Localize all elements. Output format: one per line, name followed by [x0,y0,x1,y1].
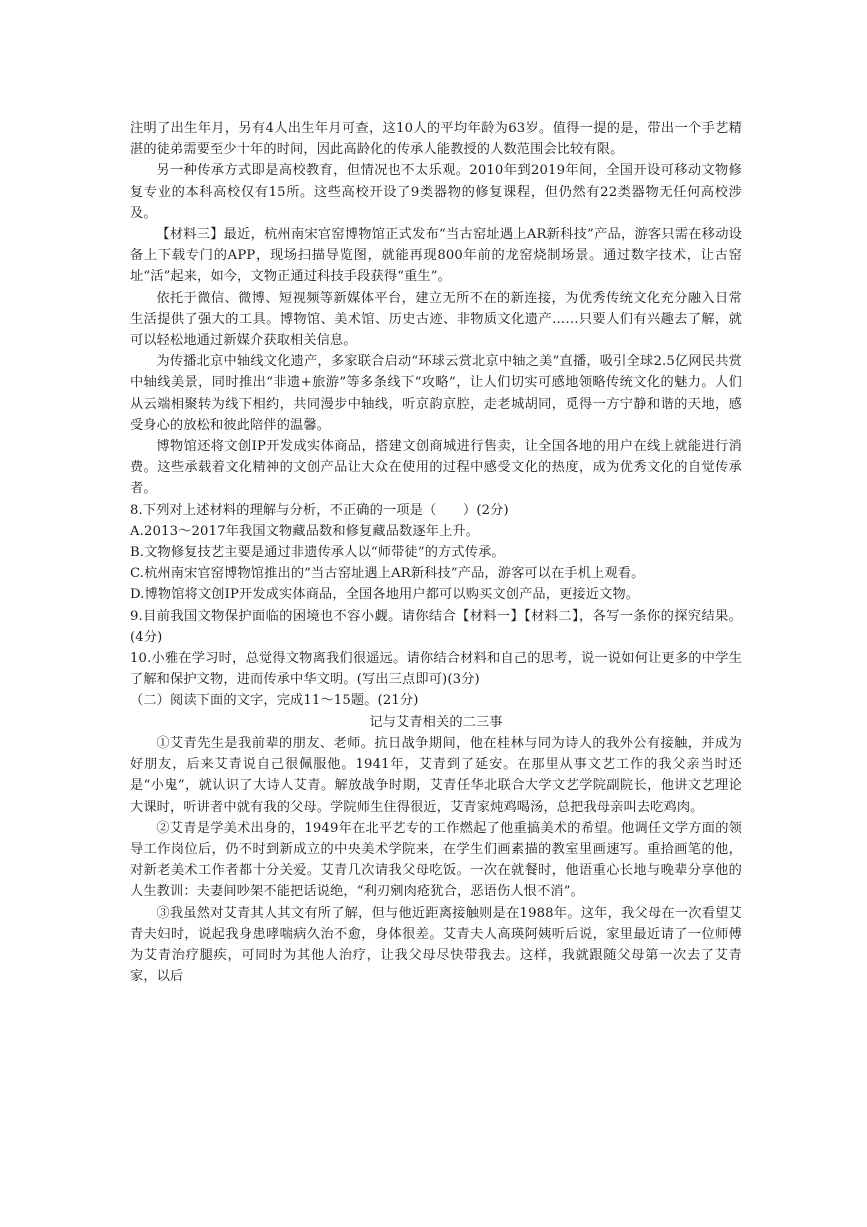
article-paragraph-1: ①艾青先生是我前辈的朋友、老师。抗日战争期间，他在桂林与同为诗人的我外公有接触，并成为好朋友，后来艾青说自己很佩服他。1941年，艾青到了延安。在那里从事文艺工作的我父亲当时还是“小鬼”，就认识了大诗人艾青。解放战争时期，艾青任华北联合大学文艺学院副院长，他讲文艺理论大课时，听讲者中就有我的父母。学院师生住得很近，艾青家炖鸡喝汤，总把我母亲叫去吃鸡肉。 [130,735,742,815]
question-8-option-c: C.杭州南宋官窑博物馆推出的“当古窑址遇上AR新科技”产品，游客可以在手机上观看。 [130,566,645,582]
paragraph-new-media: 依托于微信、微博、短视频等新媒体平台，建立无所不在的新连接，为优秀传统文化充分融入日常生活提供了强大的工具。博物馆、美术馆、历史古迹、非物质文化遗产……只要人们有兴趣去了解，就可以轻松地通过新媒介获取相关信息。 [130,290,742,349]
article-paragraph-3: ③我虽然对艾青其人其文有所了解，但与他近距离接触则是在1988年。这年，我父母在一次看望艾青夫妇时，说起我身患哮喘病久治不愈，身体很差。艾青夫人高瑛阿姨听后说，家里最近请了一位师傅为艾青治疗腿疾，可同时为其他人治疗，让我父母尽快带我去。这样，我就跟随父母第一次去了艾青家，以后 [130,905,742,985]
question-8-stem: 8.下列对上述材料的理解与分析，不正确的一项是（ ）(2分) [130,502,509,518]
question-8-option-b: B.文物修复技艺主要是通过非遗传承人以“师带徒”的方式传承。 [130,545,505,561]
paragraph-central-axis: 为传播北京中轴线文化遗产，多家联合启动“环球云赏北京中轴之美”直播，吸引全球2.5亿网民共赏中轴线美景，同时推出“非遗+旅游”等多条线下“攻略”，让人们切实可感地领略传统文化的魅力。人们从云端相聚转为线下相约，共同漫步中轴线，听京韵京腔，走老城胡同，觅得一方宁静和谐的天地，感受身心的放松和彼此陪伴的温馨。 [130,354,742,433]
paragraph-material-three: 【材料三】最近，杭州南宋官窑博物馆正式发布“当古窑址遇上AR新科技”产品，游客只需在移动设备上下载专门的APP，现场扫描导览图，就能再现800年前的龙窑烧制场景。通过数字技术，让古窑址“活”起来，如今，文物正通过科技手段获得“重生”。 [130,227,742,285]
question-8-option-d: D.博物馆将文创IP开发成实体商品，全国各地用户都可以购买文创产品，更接近文物。 [130,587,640,603]
article-paragraph-2: ②艾青是学美术出身的，1949年在北平艺专的工作燃起了他重搞美术的希望。他调任文学方面的领导工作岗位后，仍不时到新成立的中央美术学院来，在学生们画素描的教室里画速写。重拾画笔的他，对新老美术工作者都十分关爱。艾青几次请我父母吃饭。一次在就餐时，他语重心长地与晚辈分享他的人生教训：夫妻间吵架不能把话说绝，“利刃剜肉疮犹合，恶语伤人恨不消”。 [130,820,742,900]
paragraph-university-education: 另一种传承方式即是高校教育，但情况也不太乐观。2010年到2019年间，全国开设可移动文物修复专业的本科高校仅有15所。这些高校开设了9类器物的修复课程，但仍然有22类器物无任何高校涉及。 [130,163,742,221]
section-two-heading: （二）阅读下面的文字，完成11～15题。(21分) [130,693,419,709]
question-9: 9.目前我国文物保护面临的困境也不容小觑。请你结合【材料一】【材料二】，各写一条你的探究结果。(4分) [130,608,742,645]
question-8-option-a: A.2013～2017年我国文物藏品数和修复藏品数逐年上升。 [130,523,480,539]
paragraph-inheritor-age: 注明了出生年月，另有4人出生年月可查，这10人的平均年龄为63岁。值得一提的是，带出一个手艺精湛的徒弟需要至少十年的时间，因此高龄化的传承人能教授的人数范围会比较有限。 [130,121,742,158]
article-title: 记与艾青相关的二三事 [369,714,503,730]
document-body [130,118,742,987]
paragraph-museum-ip: 博物馆还将文创IP开发成实体商品，搭建文创商城进行售卖，让全国各地的用户在线上就能进行消费。这些承载着文化精神的文创产品让大众在使用的过程中感受文化的热度，成为优秀文化的自觉传承者。 [130,439,742,497]
question-10: 10.小雅在学习时，总觉得文物离我们很遥远。请你结合材料和自己的思考，说一说如何让更多的中学生了解和保护文物，进而传承中华文明。(写出三点即可)(3分) [130,651,742,688]
